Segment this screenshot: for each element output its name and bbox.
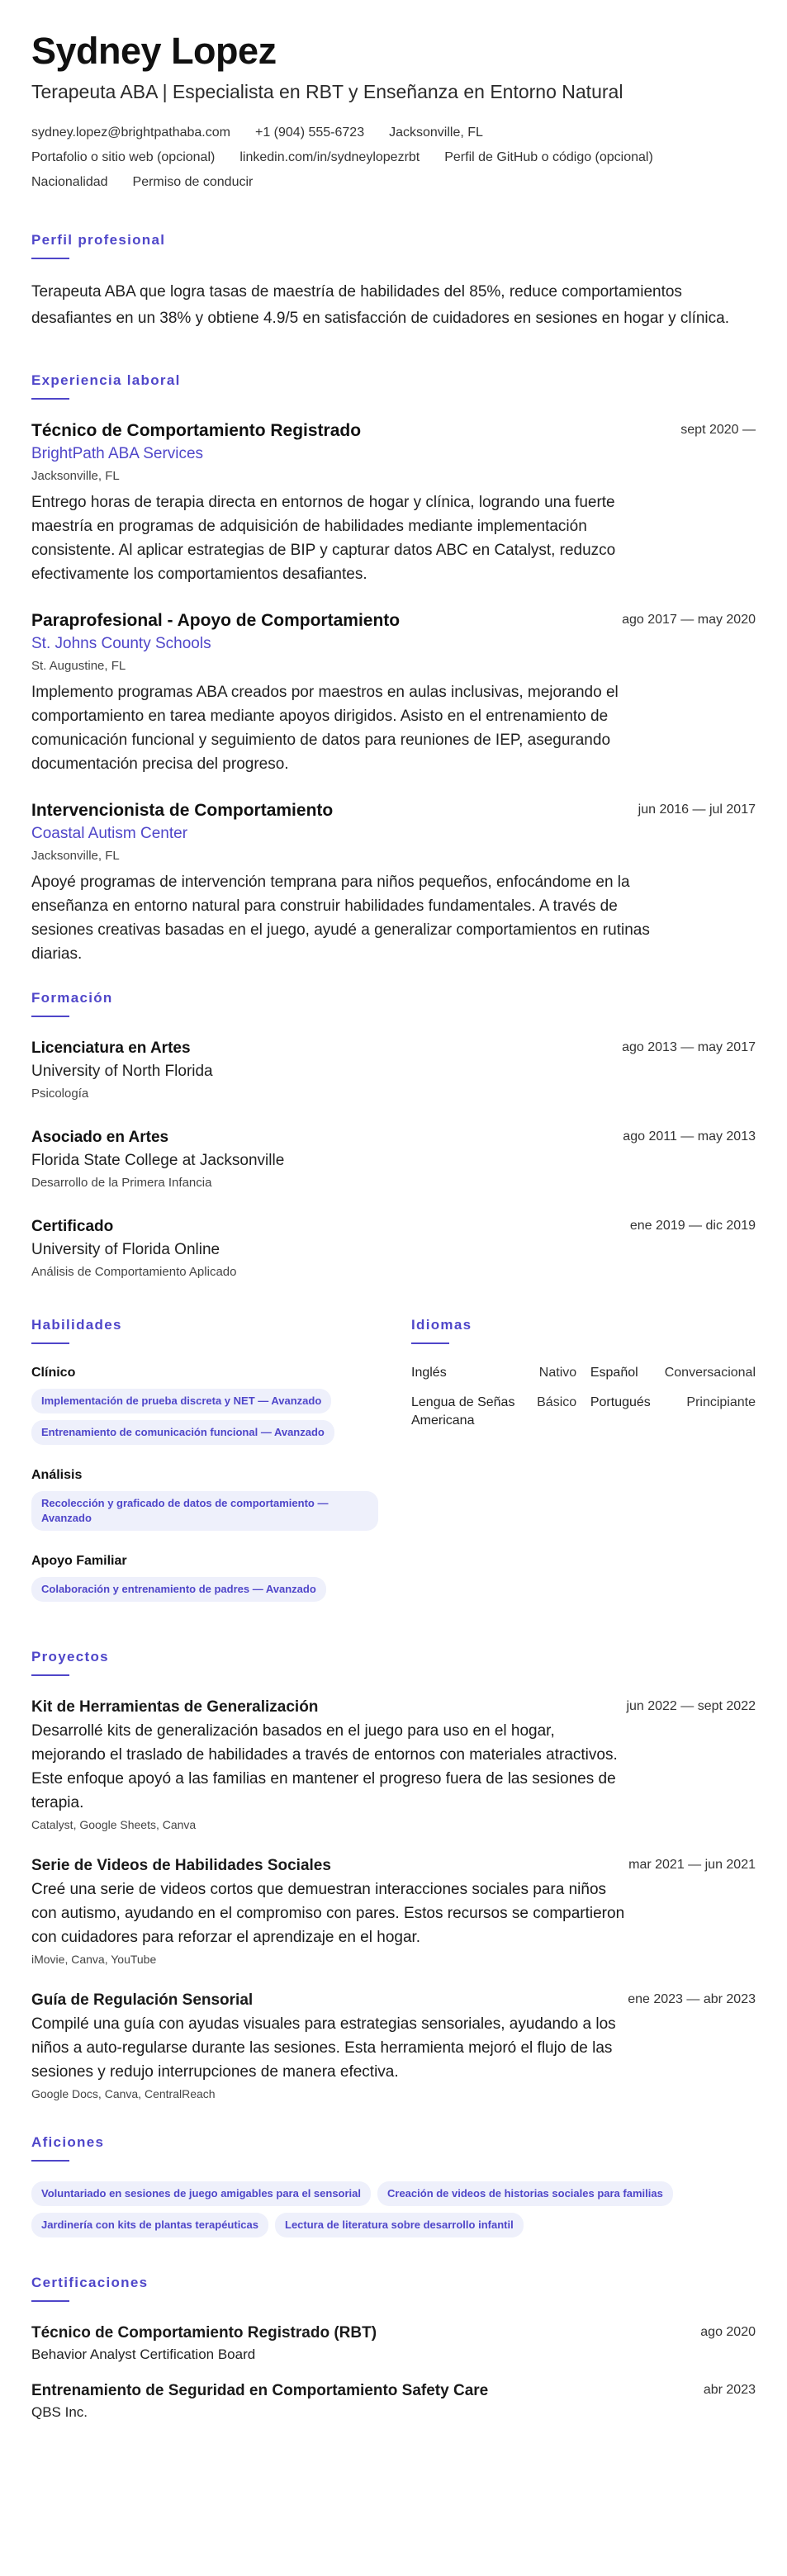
skill-list [31, 1491, 386, 1537]
project-dates: ene 2023 — abr 2023 [628, 1992, 756, 2006]
job-company: BrightPath ABA Services [31, 445, 204, 462]
skill-chip: Recolección y graficado de datos de comportamiento — Avanzado [31, 1491, 378, 1531]
school-name: Florida State College at Jacksonville [31, 1152, 285, 1169]
job-description: Implemento programas ABA creados por maestros en aulas inclusivas, mejorando el comportamiento en tarea mediante apoyos dirigidos. Asisto en el entrenamiento de comunicación funcional y seguimiento de datos para reuniones de IEP, asegurando documentación precisa del progreso. [31, 684, 619, 773]
section-divider [31, 2160, 69, 2162]
contact-info [31, 121, 756, 195]
languages-section [411, 1316, 756, 1623]
language-level: Básico [537, 1395, 577, 1409]
field-of-study: Desarrollo de la Primera Infancia [31, 1176, 212, 1190]
experience-entry [31, 609, 756, 776]
job-location: Jacksonville, FL [31, 469, 120, 483]
project-tools: Google Docs, Canva, CentralReach [31, 2087, 216, 2100]
section-title: Certificaciones [31, 2275, 149, 2290]
field-of-study: Psicología [31, 1087, 89, 1101]
language-level: Nativo [538, 1366, 577, 1380]
certification-entry [31, 2379, 756, 2422]
project-tools: Catalyst, Google Sheets, Canva [31, 1818, 197, 1831]
hobbies-section [31, 2133, 756, 2244]
section-title: Formación [31, 990, 113, 1006]
skill-chip: Implementación de prueba discreta y NET — Avanzado [31, 1389, 331, 1413]
language-item [411, 1394, 576, 1430]
experience-section [31, 372, 756, 966]
hobby-chip: Creación de videos de historias sociales para familias [377, 2181, 673, 2206]
language-item [590, 1364, 756, 1382]
job-dates: jun 2016 — jul 2017 [638, 803, 756, 817]
contact-location: Jacksonville, FL [389, 125, 483, 140]
job-dates: ago 2017 — may 2020 [622, 613, 756, 627]
candidate-headline: Terapeuta ABA | Especialista en RBT y Enseñanza en Entorno Natural [31, 81, 623, 102]
contact-github[interactable]: Perfil de GitHub o código (opcional) [444, 150, 653, 164]
hobby-list [31, 2181, 756, 2244]
section-title: Idiomas [411, 1317, 472, 1333]
school-name: University of Florida Online [31, 1241, 220, 1258]
project-entry [31, 1696, 756, 1835]
section-divider [31, 1016, 69, 1017]
section-divider [31, 258, 69, 259]
project-entry [31, 1989, 756, 2104]
projects-section [31, 1648, 756, 2104]
job-location: Jacksonville, FL [31, 849, 120, 863]
job-location: St. Augustine, FL [31, 659, 126, 673]
project-name: Guía de Regulación Sensorial [31, 1991, 254, 2009]
language-item [590, 1394, 756, 1430]
certification-issuer: Behavior Analyst Certification Board [31, 2346, 256, 2362]
language-level: Principiante [686, 1395, 756, 1409]
job-title: Intervencionista de Comportamiento [31, 801, 334, 820]
section-divider [31, 1674, 69, 1676]
contact-license: Permiso de conducir [132, 175, 254, 189]
job-company: St. Johns County Schools [31, 635, 211, 652]
project-name: Kit de Herramientas de Generalización [31, 1698, 319, 1716]
summary-text: Terapeuta ABA que logra tasas de maestría de habilidades del 85%, reduce comportamientos desafiantes en un 38% y obtiene 4.9/5 en satisfacción de cuidadores en sesiones en hogar y clínica. [31, 283, 729, 327]
contact-phone[interactable]: +1 (904) 555-6723 [254, 125, 365, 140]
summary-section [31, 231, 756, 332]
job-company: Coastal Autism Center [31, 825, 188, 842]
candidate-name: Sydney Lopez [31, 30, 277, 72]
language-item [411, 1364, 576, 1382]
school-name: University of North Florida [31, 1063, 213, 1080]
education-section [31, 989, 756, 1283]
field-of-study: Análisis de Comportamiento Aplicado [31, 1265, 237, 1279]
section-divider [31, 1342, 69, 1344]
certification-date: ago 2020 [700, 2325, 756, 2339]
education-entry [31, 1037, 756, 1105]
section-title: Perfil profesional [31, 232, 166, 248]
language-name: Portugués [590, 1395, 651, 1409]
project-name: Serie de Videos de Habilidades Sociales [31, 1857, 331, 1874]
contact-linkedin[interactable]: linkedin.com/in/sydneylopezrbt [239, 150, 420, 164]
education-entry [31, 1126, 756, 1194]
section-divider [31, 398, 69, 400]
contact-nationality: Nacionalidad [31, 175, 108, 189]
job-title: Paraprofesional - Apoyo de Comportamiento [31, 611, 401, 630]
certifications-section [31, 2274, 756, 2422]
skill-list [31, 1577, 386, 1608]
skill-category: Análisis [31, 1468, 83, 1482]
certification-name: Técnico de Comportamiento Registrado (RBT) [31, 2324, 377, 2342]
education-dates: ago 2011 — may 2013 [623, 1129, 756, 1144]
section-divider [31, 2300, 69, 2302]
certification-entry [31, 2322, 756, 2365]
skill-list [31, 1389, 386, 1451]
languages-list [411, 1364, 756, 1430]
hobby-chip: Jardinería con kits de plantas terapéuticas [31, 2213, 268, 2237]
project-dates: jun 2022 — sept 2022 [626, 1699, 756, 1713]
education-dates: ago 2013 — may 2017 [622, 1040, 756, 1054]
skill-category: Apoyo Familiar [31, 1554, 127, 1568]
project-description: Desarrollé kits de generalización basados en el juego para uso en el hogar, mejorando el traslado de habilidades a través de entornos con materiales atractivos. Este enfoque apoyó a las familias en mantener el progreso fuera de las sesiones de terapia. [31, 1722, 618, 1811]
hobby-chip: Voluntariado en sesiones de juego amigables para el sensorial [31, 2181, 371, 2206]
degree-title: Licenciatura en Artes [31, 1039, 191, 1057]
language-name: Inglés [411, 1366, 447, 1380]
language-level: Conversacional [664, 1366, 756, 1380]
education-dates: ene 2019 — dic 2019 [629, 1219, 756, 1233]
skills-languages-row [31, 1316, 756, 1623]
degree-title: Certificado [31, 1218, 114, 1235]
job-description: Apoyé programas de intervención temprana para niños pequeños, enfocándome en la enseñanza en entorno natural para construir habilidades fundamentales. A través de sesiones creativas basadas en el juego, ayudé a generalizar comportamientos en rutinas diarias. [31, 874, 650, 963]
resume-header [31, 30, 756, 195]
experience-entry [31, 419, 756, 586]
job-title: Técnico de Comportamiento Registrado [31, 421, 362, 440]
language-name: Lengua de Señas Americana [411, 1395, 515, 1428]
section-title: Aficiones [31, 2134, 105, 2150]
project-description: Creé una serie de videos cortos que demuestran interacciones sociales para niños con autismo, ayudando en el compromiso con pares. Estos recursos se compartieron con cuidadores para reforzar el aprendizaje en el hogar. [31, 1881, 625, 1946]
certification-date: abr 2023 [703, 2383, 756, 2397]
skill-chip: Entrenamiento de comunicación funcional — Avanzado [31, 1420, 334, 1445]
section-title: Proyectos [31, 1649, 109, 1664]
certification-issuer: QBS Inc. [31, 2404, 88, 2420]
education-entry [31, 1215, 756, 1283]
project-entry [31, 1854, 756, 1969]
degree-title: Asociado en Artes [31, 1129, 169, 1146]
project-description: Compilé una guía con ayudas visuales para estrategias sensoriales, ayudando a los niños a auto-regularse durante las sesiones. Esta herramienta mejoró el flujo de las sesiones y redujo interrupciones de manera efectiva. [31, 2015, 616, 2081]
section-divider [411, 1342, 449, 1344]
skill-chip: Colaboración y entrenamiento de padres — Avanzado [31, 1577, 326, 1602]
certification-name: Entrenamiento de Seguridad en Comportamiento Safety Care [31, 2382, 489, 2399]
contact-portfolio[interactable]: Portafolio o sitio web (opcional) [31, 150, 216, 164]
job-description: Entrego horas de terapia directa en entornos de hogar y clínica, logrando una fuerte maestría en programas de adquisición de habilidades mediante implementación consistente. Al aplicar estrategias de BIP y capturar datos ABC en Catalyst, reduzco efectivamente los comportamientos desafiantes. [31, 494, 616, 583]
project-tools: iMovie, Canva, YouTube [31, 1953, 157, 1966]
language-name: Español [590, 1366, 638, 1380]
contact-email[interactable]: sydney.lopez@brightpathaba.com [31, 125, 230, 140]
project-dates: mar 2021 — jun 2021 [628, 1858, 756, 1872]
section-title: Experiencia laboral [31, 372, 181, 388]
skill-category: Clínico [31, 1366, 76, 1380]
experience-entry [31, 799, 756, 966]
section-title: Habilidades [31, 1317, 122, 1333]
hobby-chip: Lectura de literatura sobre desarrollo infantil [275, 2213, 524, 2237]
job-dates: sept 2020 — [680, 423, 756, 437]
skills-section [31, 1316, 386, 1623]
